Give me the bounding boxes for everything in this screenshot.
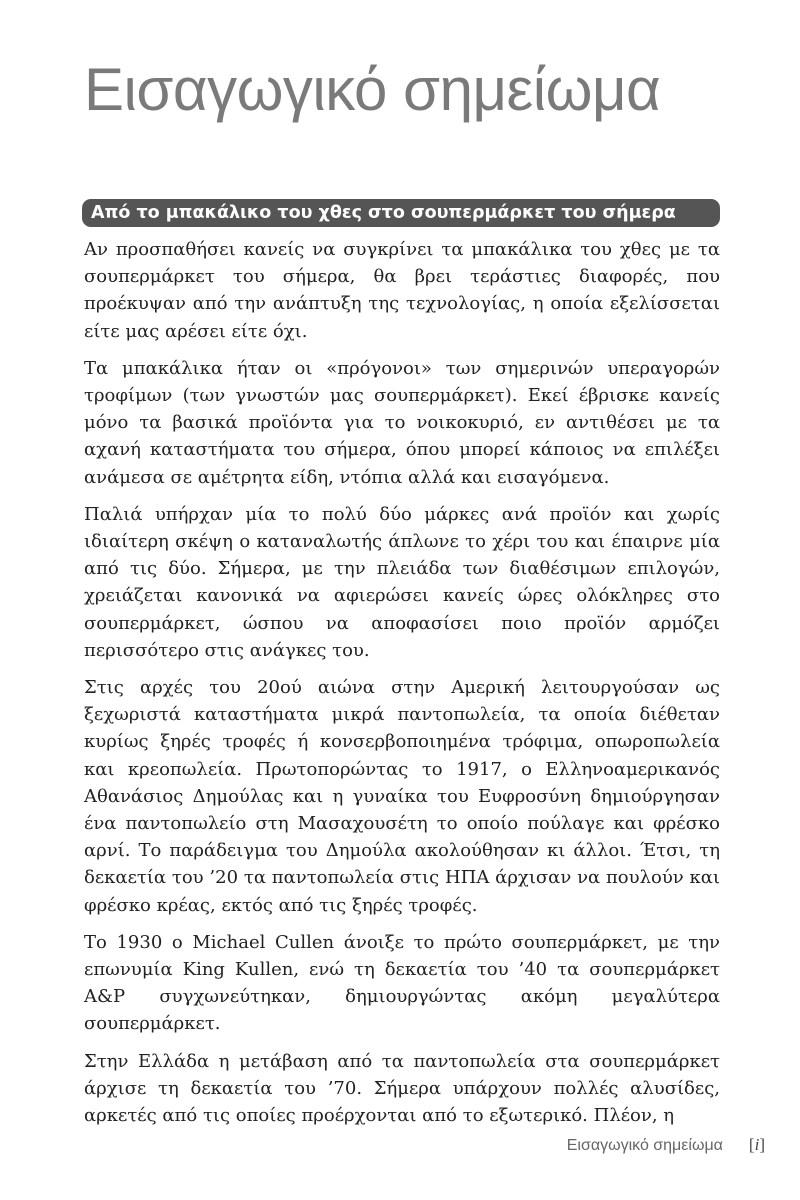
page-number-open-bracket: [ xyxy=(748,1135,755,1154)
page-number-value: i xyxy=(754,1135,760,1154)
page-number xyxy=(749,1135,765,1154)
paragraph-2: Τα μπακάλικα ήταν οι «πρόγονοι» των σημερινών υπεραγορών τροφίμων (των γνωστών μας σουπερμάρκετ). Εκεί έβρισκε κανείς μόνο τα βασικά προϊόντα για το νοικοκυριό, εν αντιθέσει με τα αχανή καταστήματα του σήμερα, όπου μπορεί κάποιος να επιλέξει ανάμεσα σε αμέτρητα είδη, ντόπια αλλά και εισαγόμενα. xyxy=(84,357,720,488)
page-footer xyxy=(567,1132,765,1159)
paragraph-1: Αν προσπαθήσει κανείς να συγκρίνει τα μπακάλικα του χθες με τα σουπερμάρκετ του σήμερα, θα βρει τεράστιες διαφορές, που προέκυψαν από την ανάπτυξη της τεχνολογίας, η οποία εξελίσσεται είτε μας αρέσει είτε όχι. xyxy=(84,239,720,342)
page-number-close-bracket: ] xyxy=(759,1135,765,1154)
paragraph-4: Στις αρχές του 20ού αιώνα στην Αμερική λειτουργούσαν ως ξεχωριστά καταστήματα μικρά παντοπωλεία, τα οποία διέθεταν κυρίως ξηρές τροφές ή κονσερβοποιημένα τρόφιμα, οπωροπωλεία και κρεοπωλεία. Πρωτοπορώντας το 1917, ο Ελληνοαμερικανός Αθανάσιος Δημούλας και η γυναίκα του Ευφροσύνη δημιούργησαν ένα παντοπωλείο στη Μασαχουσέτη το οποίο πούλαγε και φρέσκο αρνί. Το παράδειγμα του Δημούλα ακολούθησαν κι άλλοι. Έτσι, τη δεκαετία του ’20 τα παντοπωλεία στις ΗΠΑ άρχισαν να πουλούν και φρέσκο κρέας, εκτός από τις ξηρές τροφές. xyxy=(84,677,720,916)
paragraph-6: Στην Ελλάδα η μετάβαση από τα παντοπωλεία στα σουπερμάρκετ άρχισε τη δεκαετία του ’70. Σήμερα υπάρχουν πολλές αλυσίδες, αρκετές από τις οποίες προέρχονται από το εξωτερικό. Πλέον, η xyxy=(84,1050,720,1127)
paragraph-5: Το 1930 ο Michael Cullen άνοιξε το πρώτο σουπερμάρκετ, με την επωνυμία King Kullen, ενώ τη δεκαετία του ’40 τα σουπερμάρκετ A&P συγχωνεύτηκαν, δημιουργώντας ακόμη μεγαλύτερα σουπερμάρκετ. xyxy=(84,931,720,1035)
page-title: Εισαγωγικό σημείωμα xyxy=(84,56,661,123)
body-text xyxy=(84,236,720,1139)
paragraph-3: Παλιά υπήρχαν μία το πολύ δύο μάρκες ανά προϊόν και χωρίς ιδιαίτερη σκέψη ο καταναλωτής άπλωνε το χέρι του και έπαιρνε μία από τις δύο. Σήμερα, με την πλειάδα των διαθέσιμων επιλογών, χρειάζεται κανονικά να αφιερώσει κανείς ώρες ολόκληρες στο σουπερμάρκετ, ώσπου να αποφασίσει ποιο προϊόν αρμόζει περισσότερο στις ανάγκες του. xyxy=(84,503,720,661)
section-heading: Από το μπακάλικο του χθες στο σουπερμάρκετ του σήμερα xyxy=(82,199,720,227)
running-title: Εισαγωγικό σημείωμα xyxy=(566,1137,723,1154)
